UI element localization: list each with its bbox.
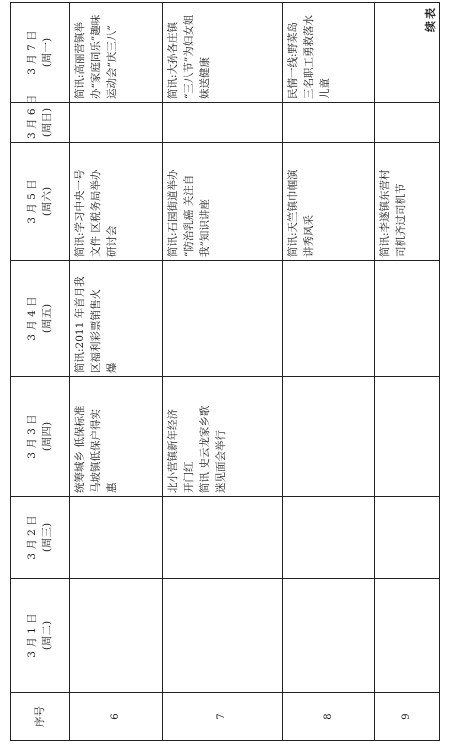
row-seq: 9: [375, 693, 440, 741]
day-date: 3 月 5 日: [26, 179, 38, 224]
table-cell: [162, 3, 282, 103]
schedule-table: [10, 2, 440, 741]
cell-text: 民情一线:野菜岛 三名职工勇救落水 儿童: [286, 15, 331, 99]
table-cell: [70, 377, 163, 497]
row-seq: 6: [70, 693, 163, 741]
table-cell: [162, 579, 282, 693]
table-cell: [282, 143, 375, 261]
table-cell: [282, 261, 375, 377]
table-cell: [282, 3, 375, 103]
row-seq: 7: [162, 693, 282, 741]
cell-text: 简讯:2011 年首月我 区福利彩票销售火 爆: [74, 276, 118, 373]
table-cell: [375, 143, 440, 261]
table-cell: [162, 143, 282, 261]
continuation-label: 续表: [424, 6, 437, 32]
day-weekday: (周二): [41, 620, 53, 651]
day-date: 3 月 1 日: [26, 613, 38, 658]
table-cell: [375, 377, 440, 497]
table-row: [282, 3, 375, 741]
table-cell: [70, 3, 163, 103]
header-seq: 序号: [11, 693, 70, 741]
day-weekday: (周一): [41, 37, 53, 68]
table-cell: [282, 377, 375, 497]
table-cell: [375, 103, 440, 143]
table-cell: [162, 497, 282, 579]
table-cell: [70, 497, 163, 579]
table-cell: [282, 103, 375, 143]
table-cell: [162, 377, 282, 497]
header-day: [11, 497, 70, 579]
table-cell: [162, 261, 282, 377]
day-weekday: (周三): [41, 522, 53, 553]
day-weekday: (周六): [41, 186, 53, 217]
table-cell: [375, 261, 440, 377]
header-day: [11, 261, 70, 377]
day-date: 3 月 3 日: [26, 414, 38, 459]
cell-text: 统筹城乡 低保标准 马坡镇低保户得实 惠: [74, 405, 118, 493]
table-cell: [70, 103, 163, 143]
header-day: [11, 579, 70, 693]
table-cell: [375, 579, 440, 693]
cell-text: 简讯:石园街道举办 “防治乳癌 关注自 我”知识讲座: [166, 169, 211, 257]
table-cell: [70, 579, 163, 693]
day-weekday: (周日): [41, 107, 53, 138]
day-date: 3 月 7 日: [26, 30, 38, 75]
day-weekday: (周四): [41, 421, 53, 452]
table-row: [70, 3, 163, 741]
table-cell: [282, 579, 375, 693]
cell-text: 简讯:高丽营镇举 办“家庭同乐”趣味 运动会“庆三八”: [74, 14, 118, 99]
header-day: [11, 94, 70, 143]
day-date: 3 月 6 日: [26, 94, 38, 139]
cell-text: 简讯:天竺镇巾帼演 讲秀风采: [286, 169, 315, 257]
table-cell: [375, 3, 440, 103]
table-cell: [282, 497, 375, 579]
day-date: 3 月 4 日: [26, 296, 38, 341]
day-date: 3 月 2 日: [26, 515, 38, 560]
table-cell: [375, 497, 440, 579]
cell-text: 简讯:学习中央一号 文件 区税务局举办 研讨会: [74, 169, 118, 257]
table-row: [375, 3, 440, 741]
table-cell: [162, 103, 282, 143]
table-cell: [70, 261, 163, 377]
cell-text: 简讯:李遂镇东营村 司机齐过司机节: [379, 169, 408, 257]
header-row: [11, 3, 70, 741]
cell-text: 简讯:大孙各庄镇 “三八节”为妇女姐 妹送健康: [166, 14, 211, 99]
header-day: [11, 143, 70, 261]
header-day: [11, 3, 70, 103]
cell-text: 北小营镇新年经济 开门红 简讯 史云龙家乡歌 迷见面会举行: [166, 405, 227, 493]
row-seq: 8: [282, 693, 375, 741]
day-weekday: (周五): [41, 303, 53, 334]
header-day: [11, 377, 70, 497]
table-row: [162, 3, 282, 741]
table-cell: [70, 143, 163, 261]
